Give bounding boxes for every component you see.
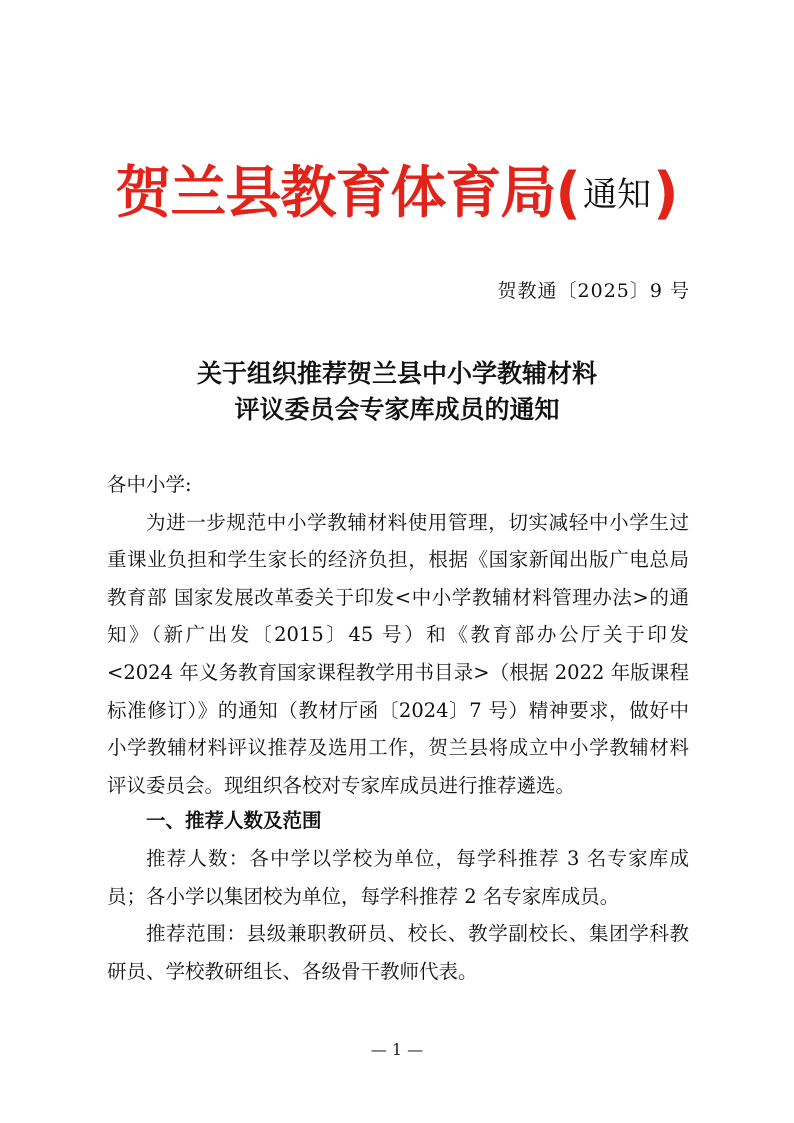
recommend-scope-paragraph: 推荐范围：县级兼职教研员、校长、教学副校长、集团学科教研员、学校教研组长、各级骨干教师代表。 <box>107 922 689 983</box>
document-number: 贺教通〔2025〕9 号 <box>497 280 690 302</box>
masthead-subtitle: 通知 <box>583 175 651 215</box>
document-title-line-1: 关于组织推荐贺兰县中小学教辅材料 <box>196 359 597 388</box>
document-body <box>107 466 689 990</box>
salutation: 各中小学: <box>107 473 192 496</box>
masthead-paren-open: ( <box>555 161 581 226</box>
masthead-title: 贺兰县教育体育局 <box>115 161 556 226</box>
masthead-paren-close: ) <box>653 161 679 226</box>
recommend-count-paragraph: 推荐人数：各中学以学校为单位，每学科推荐 3 名专家库成员；各小学以集团校为单位，每学科推荐 2 名专家库成员。 <box>107 846 689 908</box>
masthead <box>0 158 794 243</box>
document-title <box>0 356 794 428</box>
section-heading-1: 一、推荐人数及范围 <box>146 809 322 833</box>
page-number: — 1 — <box>370 1040 424 1059</box>
intro-paragraph: 为进一步规范中小学教辅材料使用管理，切实减轻中小学生过重课业负担和学生家长的经济负担，根据《国家新闻出版广电总局 教育部 国家发展改革委关于印发<中小学教辅材料管理办法>的通知》（新广出发〔2015〕45 号）和《教育部办公厅关于印发<2024 年义务教育国家课程教学用书目录>（根据 2022 年版课程标准修订）》的通知（教材厅函〔2024〕7 号）精神要求，做好中小学教辅材料评议推荐及选用工作，贺兰县将成立中小学教辅材料评议委员会。现组织各校对专家库成员进行推荐遴选。 <box>107 510 689 797</box>
document-title-line-2: 评议委员会专家库成员的通知 <box>234 395 560 424</box>
